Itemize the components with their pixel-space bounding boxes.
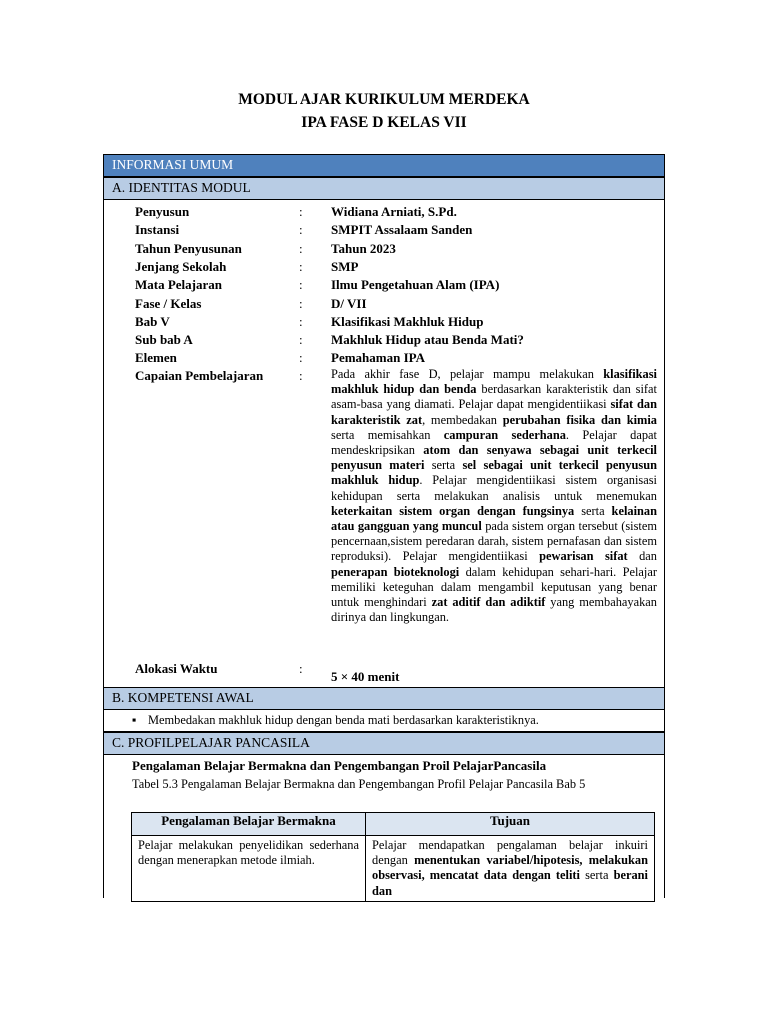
- identitas-colon: :: [299, 295, 303, 311]
- capaian-colon: :: [299, 368, 303, 383]
- capaian-text-run: serta: [574, 503, 612, 518]
- identitas-value: SMP: [331, 258, 359, 274]
- identitas-modul-header: A. IDENTITAS MODUL: [103, 177, 665, 200]
- document-subtitle: IPA FASE D KELAS VII: [301, 114, 467, 131]
- capaian-text-run: pewarisan sifat: [539, 549, 628, 564]
- identitas-label: Instansi: [135, 222, 180, 238]
- capaian-text-run: yang membahayakan dirinya dan lingkungan.: [331, 595, 658, 625]
- kompetensi-text: Membedakan makhluk hidup dengan benda mati berdasarkan karakteristiknya.: [148, 713, 539, 727]
- identitas-value: Pemahaman IPA: [331, 350, 426, 366]
- profil-pelajar-header: C. PROFILPELAJAR PANCASILA: [103, 732, 665, 755]
- capaian-text-run: dalam kehidupan sehari-hari. Pelajar memiliki keteguhan dalam mengambil keputusan yang benar untuk menghindari: [331, 564, 657, 610]
- bullet-icon: ▪: [132, 713, 137, 727]
- identitas-colon: :: [299, 332, 303, 348]
- profil-heading: Pengalaman Belajar Bermakna dan Pengembangan Proil PelajarPancasila: [132, 758, 547, 773]
- table-cell-tujuan: [366, 836, 655, 902]
- identitas-label: Jenjang Sekolah: [135, 258, 227, 274]
- identitas-value: Tahun 2023: [331, 240, 396, 256]
- capaian-text-run: perubahan fisika dan kimia: [502, 412, 657, 427]
- capaian-text-run: zat aditif dan adiktif: [431, 595, 546, 610]
- table-row: [132, 836, 655, 902]
- alokasi-label: Alokasi Waktu: [135, 661, 218, 676]
- table-cell-pengalaman: Pelajar melakukan penyelidikan sederhana dengan menerapkan metode ilmiah.: [132, 836, 366, 902]
- informasi-umum-header: INFORMASI UMUM: [103, 154, 665, 177]
- identitas-label: Tahun Penyusunan: [135, 240, 242, 256]
- capaian-text-run: pada sistem organ tersebut (sistem pencernaan,sistem peredaran darah, sistem pernafasan dan sistem reproduksi). Pelajar mengidentiikasi: [331, 519, 657, 564]
- identitas-colon: :: [299, 222, 303, 238]
- capaian-text-run: . Pelajar dapat mendeskripsikan: [331, 427, 657, 458]
- capaian-text-run: serta: [424, 458, 463, 473]
- capaian-text-run: keterkaitan sistem organ dengan fungsinya: [331, 503, 575, 518]
- identitas-colon: :: [299, 277, 303, 293]
- capaian-text-run: sifat dan karakteristik zat: [331, 397, 657, 427]
- capaian-text-run: klasifikasi makhluk hidup dan benda: [331, 367, 657, 397]
- pengalaman-table: [131, 812, 655, 902]
- capaian-text: [331, 367, 657, 625]
- identitas-colon: :: [299, 350, 303, 366]
- tujuan-text-run: berani dan: [372, 868, 648, 898]
- table-caption: Tabel 5.3 Pengalaman Belajar Bermakna dan Pengembangan Profil Pelajar Pancasila Bab 5: [132, 777, 586, 791]
- capaian-text-run: campuran sederhana: [443, 427, 566, 442]
- tujuan-text-run: menentukan variabel/hipotesis, melakukan observasi, mencatat data dengan teliti: [372, 853, 648, 883]
- document-title: MODUL AJAR KURIKULUM MERDEKA: [238, 91, 530, 108]
- capaian-text-run: Pada akhir fase D, pelajar mampu melakukan: [331, 367, 604, 381]
- identitas-value: Makhluk Hidup atau Benda Mati?: [331, 332, 524, 348]
- capaian-text-run: dan: [627, 549, 657, 564]
- identitas-label: Mata Pelajaran: [135, 277, 223, 293]
- capaian-text-run: penerapan bioteknologi: [331, 564, 460, 579]
- table-header-tujuan: Tujuan: [366, 813, 655, 836]
- alokasi-value: 5 × 40 menit: [331, 669, 400, 684]
- identitas-colon: :: [299, 313, 303, 329]
- capaian-text-run: , membedakan: [422, 412, 503, 427]
- identitas-label: Bab V: [135, 313, 170, 329]
- identitas-value: D/ VII: [331, 295, 367, 311]
- identitas-colon: :: [299, 240, 303, 256]
- identitas-label: Sub bab A: [135, 332, 193, 348]
- capaian-text-run: berdasarkan karakteristik dan sifat asam-basa yang diamati. Pelajar dapat mengidentiikasi: [331, 382, 657, 412]
- tujuan-text-run: serta: [579, 868, 614, 883]
- capaian-text-run: sel sebagai unit terkecil penyusun makhluk hidup: [331, 458, 658, 488]
- identitas-label: Elemen: [135, 350, 177, 366]
- table-header-row: [132, 813, 655, 836]
- capaian-text-run: serta memisahkan: [331, 427, 444, 442]
- table-header-pengalaman: Pengalaman Belajar Bermakna: [132, 813, 366, 836]
- capaian-text-run: atom dan senyawa sebagai unit terkecil penyusun materi: [331, 443, 657, 473]
- identitas-colon: :: [299, 204, 303, 219]
- kompetensi-list-item: [132, 712, 539, 728]
- identitas-value: Klasifikasi Makhluk Hidup: [331, 313, 484, 329]
- capaian-text-run: kelainan atau gangguan yang muncul: [331, 503, 657, 534]
- identitas-value: Ilmu Pengetahuan Alam (IPA): [331, 277, 500, 293]
- identitas-value: Widiana Arniati, S.Pd.: [331, 204, 457, 219]
- tujuan-text-run: Pelajar mendapatkan pengalaman belajar inkuiri dengan: [372, 838, 648, 868]
- capaian-text-run: . Pelajar mengidentiikasi sistem organisasi kehidupan serta melakukan analisis untuk menemukan: [331, 473, 657, 503]
- identitas-value: SMPIT Assalaam Sanden: [331, 222, 473, 238]
- kompetensi-awal-header: B. KOMPETENSI AWAL: [103, 687, 665, 710]
- identitas-colon: :: [299, 258, 303, 274]
- identitas-label: Fase / Kelas: [135, 295, 202, 311]
- capaian-label: Capaian Pembelajaran: [135, 368, 264, 383]
- identitas-label: Penyusun: [135, 204, 190, 219]
- alokasi-colon: :: [299, 661, 303, 676]
